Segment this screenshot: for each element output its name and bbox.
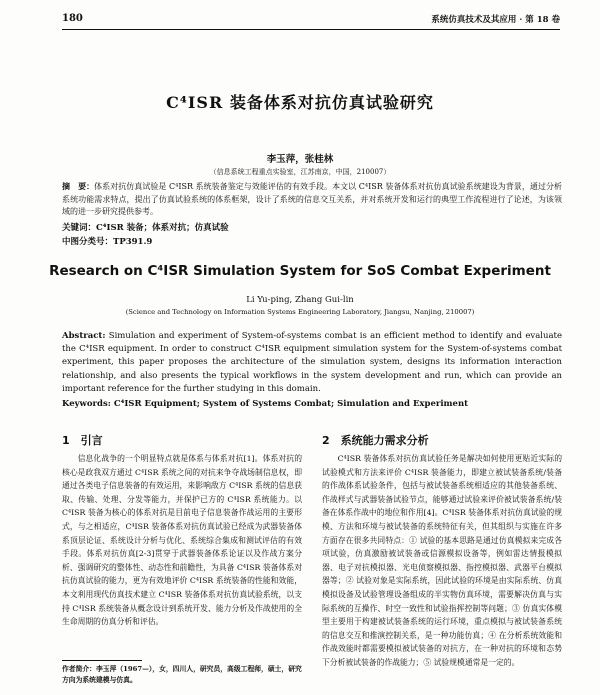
affiliation-chinese: （信息系统工程重点实验室，江苏南京，中国，210007）	[209, 168, 391, 176]
section-heading-introduction: 1 引言	[62, 434, 103, 447]
authors-english: Li Yu-ping, Zhang Gui-lin	[246, 295, 354, 305]
footnote-rule	[62, 660, 142, 661]
title-chinese: C⁴ISR 装备体系对抗仿真试验研究	[166, 93, 434, 112]
section-heading-requirements: 2 系统能力需求分析	[322, 434, 429, 447]
keywords-chinese: 关键词：C⁴ISR 装备；体系对抗；仿真试验	[62, 223, 229, 233]
abstract-english-text: Simulation and experiment of System-of-systems combat is an efficient method to identify and evaluate the C⁴ISR equipment. In order to construct C⁴ISR equipment simulation system for the System-of-systems combat experiment, this paper proposes the architecture of the simulation system, designs its information interaction relationship, and also presents the typical workflows in the system development and run, which can provide an important reference for the further studying in this domain.	[62, 331, 562, 394]
author-footnote: 作者简介：李玉萍（1967—），女，四川人，研究员，高级工程师，硕士，研究方向为系统建模与仿真。	[62, 665, 302, 684]
header-rule	[62, 29, 560, 30]
section-body-introduction: 信息化战争的一个明显特点就是体系与体系对抗[1]。体系对抗的核心是政我双方通过 C⁴ISR 系统之间的对抗来争夺战场制信息权，即通过各类电子信息装备的有效运用，来影响敌方 C⁴ISR 系统的信息获取、传输、处理、分发等能力，并保护已方的 C⁴ISR 系统能力。以 C⁴ISR 装备为核心的体系对抗是目前电子信息装备作战运用的主要形式，与之相适应，C⁴ISR 装备体系对抗仿真试验已经成为武器装备体系顶层论证、系统设计分析与优化、系统综合集成和测试评估的有效手段。体系对抗仿真[2-3]贯穿于武器装备体系论证以及作战方案分析、强调研究的整体性、动态性和前瞻性，为具备 C⁴ISR 装备体系对抗仿真试验的能力，更为有效地评价 C⁴ISR 系统装备的性能和效能，本文利用现代仿真技术建立 C⁴ISR 装备体系对抗仿真试验系统，以支持 C⁴ISR 系统装备从概念设计到系统开发、能力分析及作战使用的全生命周期的仿真分析和评估。	[62, 454, 302, 627]
running-header	[62, 10, 560, 28]
classification-number: 中图分类号：TP391.9	[62, 237, 153, 247]
abstract-chinese-text: 体系对抗仿真试验是 C⁴ISR 系统装备鉴定与效能评估的有效手段。本文以 C⁴ISR 装备体系对抗仿真试验系统建设为背景，通过分析系统功能需求特点，提出了仿真试验系统的体系框架，设计了系统的信息交互关系，并对系统开发和运行的典型工作流程进行了论述，为该领域的进一步研究提供参考。	[62, 182, 563, 217]
authors-chinese: 李玉萍，张桂林	[266, 154, 334, 165]
journal-name: 系统仿真技术及其应用 · 第 18 卷	[431, 15, 560, 25]
abstract-chinese-label: 摘 要：	[62, 181, 95, 191]
abstract-chinese	[62, 180, 562, 219]
abstract-english	[62, 330, 562, 396]
title-english: Research on C⁴ISR Simulation System for SoS Combat Experiment	[49, 263, 551, 279]
page-number: 180	[62, 13, 83, 24]
abstract-english-label: Abstract:	[62, 331, 106, 341]
keywords-english: Keywords: C⁴ISR Equipment; System of Systems Combat; Simulation and Experiment	[62, 399, 469, 409]
section-body-requirements: C⁴ISR 装备体系对抗仿真试验任务是解决如何使用更贴近实际的试验模式和方法来评价 C⁴ISR 装备能力，即建立被试装备系统/装备的作战体系试验条件，包括与被试装备系统相适应的其他装备系统、作战样式与武器装备试验节点，能够通过试验来评价被试装备系统/装备在体系作战中的地位和作用[4]。C⁴ISR 装备体系对抗仿真试验的规模、方法和环境与被试装备的系统特征有关，但其组织与实施在许多方面存在很多共同特点：① 试验的基本思路是通过仿真模拟来完成各项试验，仿真激励被试装备或信源模拟设备等，例如雷达情报模拟器、电子对抗模拟器、光电侦察模拟器、指控模拟器、武器平台模拟器等；② 试验对象是实际系统，因此试验的环境是由实际系统、仿真模拟设备及试验管理设备组成的半实物仿真环境，需要解决仿真与实际系统的互操作、时空一致性和试验指挥控制等问题；③ 仿真实体模型主要用于构建被试装备系统的运行环境，重点模拟与被试装备系统的信息交互和推演控制关系，是一种功能仿真；④ 在分析系统效能和作战效能时都需要模拟被试装备的对抗方，在一种对抗的环境和态势下分析被试装备的作战能力；⑤ 试验规模通常是一定的。	[322, 454, 562, 667]
affiliation-english: (Science and Technology on Information Systems Engineering Laboratory, Jiangsu, Nanjing, 210007)	[125, 308, 475, 316]
